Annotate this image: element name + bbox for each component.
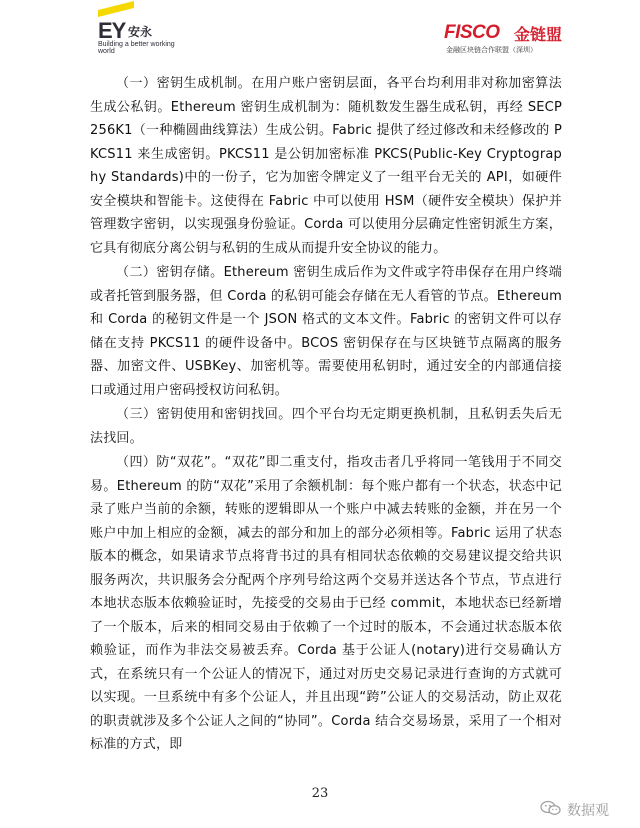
watermark-text: 数据观 (567, 803, 609, 819)
paragraph-key-generation: （一）密钥生成机制。在用户账户密钥层面，各平台均利用非对称加密算法生成公私钥。Ethereum 密钥生成机制为：随机数发生器生成私钥，再经 SECP256K1（一种椭圆曲线算法）生成公钥。Fabric 提供了经过修改和未经修改的 PKCS11 来生成密钥。PKCS11 是公钥加密标准 PKCS(Public-Key Cryptography Standards)中的一份子，它为加密令牌定义了一组平台无关的 API，如硬件安全模块和智能卡。这使得在 Fabric 中可以使用 HSM（硬件安全模块）保护并管理数字密钥，以实现强身份验证。Corda 可以使用分层确定性密钥派生方案，它具有彻底分离公钥与私钥的生成从而提升安全协议的能力。 (90, 76, 562, 256)
watermark (540, 798, 640, 822)
fisco-logo-mark: FISCO (444, 22, 500, 43)
ey-logo-bar (98, 1, 134, 17)
wechat-icon (540, 800, 562, 816)
fisco-logo-chinese: 金链盟 (514, 25, 563, 44)
paragraph-double-spend: （四）防“双花”。“双花”即二重支付，指攻击者几乎将同一笔钱用于不同交易。Ethereum 的防“双花”采用了余额机制：每个账户都有一个状态，状态中记录了账户当前的余额，转账的逻辑即从一个账户中减去转账的金额，并在另一个账户中加上相应的金额，减去的部分和加上的部分必须相等。Fabric 运用了状态版本的概念，如果请求节点将背书过的具有相同状态依赖的交易建议提交给共识服务两次，共识服务会分配两个序列号给这两个交易并送达各个节点，节点进行本地状态版本依赖验证时，先接受的交易由于已经 commit，本地状态已经新增了一个版本，后来的相同交易由于依赖了一个过时的版本，不会通过状态版本依赖验证，而作为非法交易被丢弃。Corda 基于公证人(notary)进行交易确认方式，在系统只有一个公证人的情况下，通过对历史交易记录进行查询的方式就可以实现。一旦系统中有多个公证人，并且出现“跨”公证人的交易活动，防止双花的职责就涉及多个公证人之间的“协同”。Corda 结合交易场景，采用了一个相对标准的方式，即 (90, 455, 562, 752)
fisco-logo-subtitle: 金融区块链合作联盟（深圳） (446, 46, 537, 54)
paragraph-key-usage-recovery: （三）密钥使用和密钥找回。四个平台均无定期更换机制，且私钥丢失后无法找回。 (90, 407, 562, 446)
ey-logo-tagline: Building a better working world (98, 41, 175, 55)
page-header (0, 0, 640, 60)
fisco-logo (444, 22, 576, 56)
ey-logo-chinese: 安永 (128, 25, 153, 39)
ey-logo-mark: EY (98, 18, 126, 43)
page-body (90, 72, 562, 757)
paragraph-key-storage: （二）密钥存储。Ethereum 密钥生成后作为文件或字符串保存在用户终端或者托管到服务器，但 Corda 的私钥可能会存储在无人看管的节点。Ethereum 和 Corda 的秘钥文件是一个 JSON 格式的文本文件。Fabric 的密钥文件可以存储在支持 PKCS11 的硬件设备中。BCOS 密钥保存在与区块链节点隔离的服务器、加密文件、USBKey、加密机等。需要使用私钥时，通过安全的内部通信接口或通过用户密码授权访问私钥。 (90, 265, 562, 398)
ey-logo (98, 10, 218, 56)
page-number: 23 (311, 786, 329, 801)
